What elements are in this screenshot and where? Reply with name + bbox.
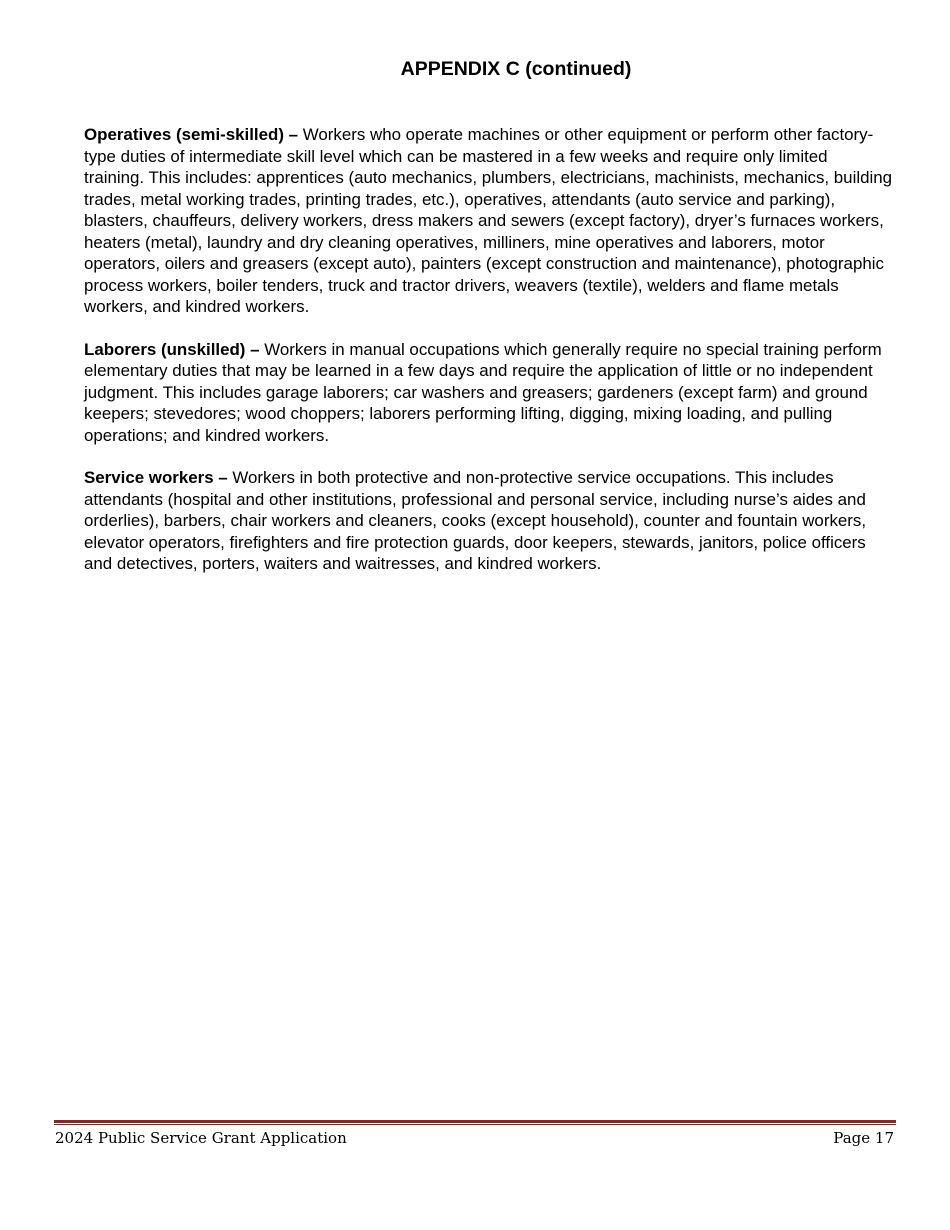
term-service-workers: Service workers – — [84, 468, 228, 487]
footer-divider-thin — [54, 1124, 896, 1125]
definition-laborers — [84, 339, 892, 447]
definition-text-laborers: Workers in manual occupations which generally require no special training perform elementary duties that may be learned in a few days and require the application of little or no independent judgment. This includes garage laborers; car washers and greasers; gardeners (except farm) and ground keepers; stevedores; wood choppers; laborers performing lifting, digging, mixing loading, and pulling operations; and kindred workers. — [84, 339, 882, 445]
definition-service-workers — [84, 467, 892, 575]
footer-divider-thick — [54, 1120, 896, 1123]
term-operatives: Operatives (semi-skilled) – — [84, 125, 299, 144]
page-title: APPENDIX C (continued) — [400, 58, 632, 80]
term-laborers: Laborers (unskilled) – — [84, 339, 260, 359]
definition-text-service-workers: Workers in both protective and non-protective service occupations. This includes attendants (hospital and other institutions, professional and personal service, including nurse’s aides and orderlies), barbers, chair workers and cleaners, cooks (except household), counter and fountain workers, elevator operators, firefighters and fire protection guards, door keepers, stewards, janitors, police officers and detectives, porters, waiters and waitresses, and kindred workers. — [84, 468, 867, 573]
definition-operatives — [84, 124, 892, 318]
footer-document-title: 2024 Public Service Grant Application — [55, 1129, 347, 1147]
footer-divider — [54, 1120, 896, 1125]
definition-text-operatives: Workers who operate machines or other equipment or perform other factory-type duties of intermediate skill level which can be mastered in a few weeks and require only limited training. This includes: apprentices (auto mechanics, plumbers, electricians, machinists, mechanics, building trades, metal working trades, printing trades, etc.), operatives, attendants (auto service and parking), blasters, chauffeurs, delivery workers, dress makers and sewers (except factory), dryer’s furnaces workers, heaters (metal), laundry and dry cleaning operatives, milliners, mine operatives and laborers, motor operators, oilers and greasers (except auto), painters (except construction and maintenance), photographic process workers, boiler tenders, truck and tractor drivers, weavers (textile), welders and flame metals workers, and kindred workers. — [84, 125, 893, 316]
footer-page-number: Page 17 — [833, 1129, 894, 1147]
appendix-body — [84, 124, 892, 596]
